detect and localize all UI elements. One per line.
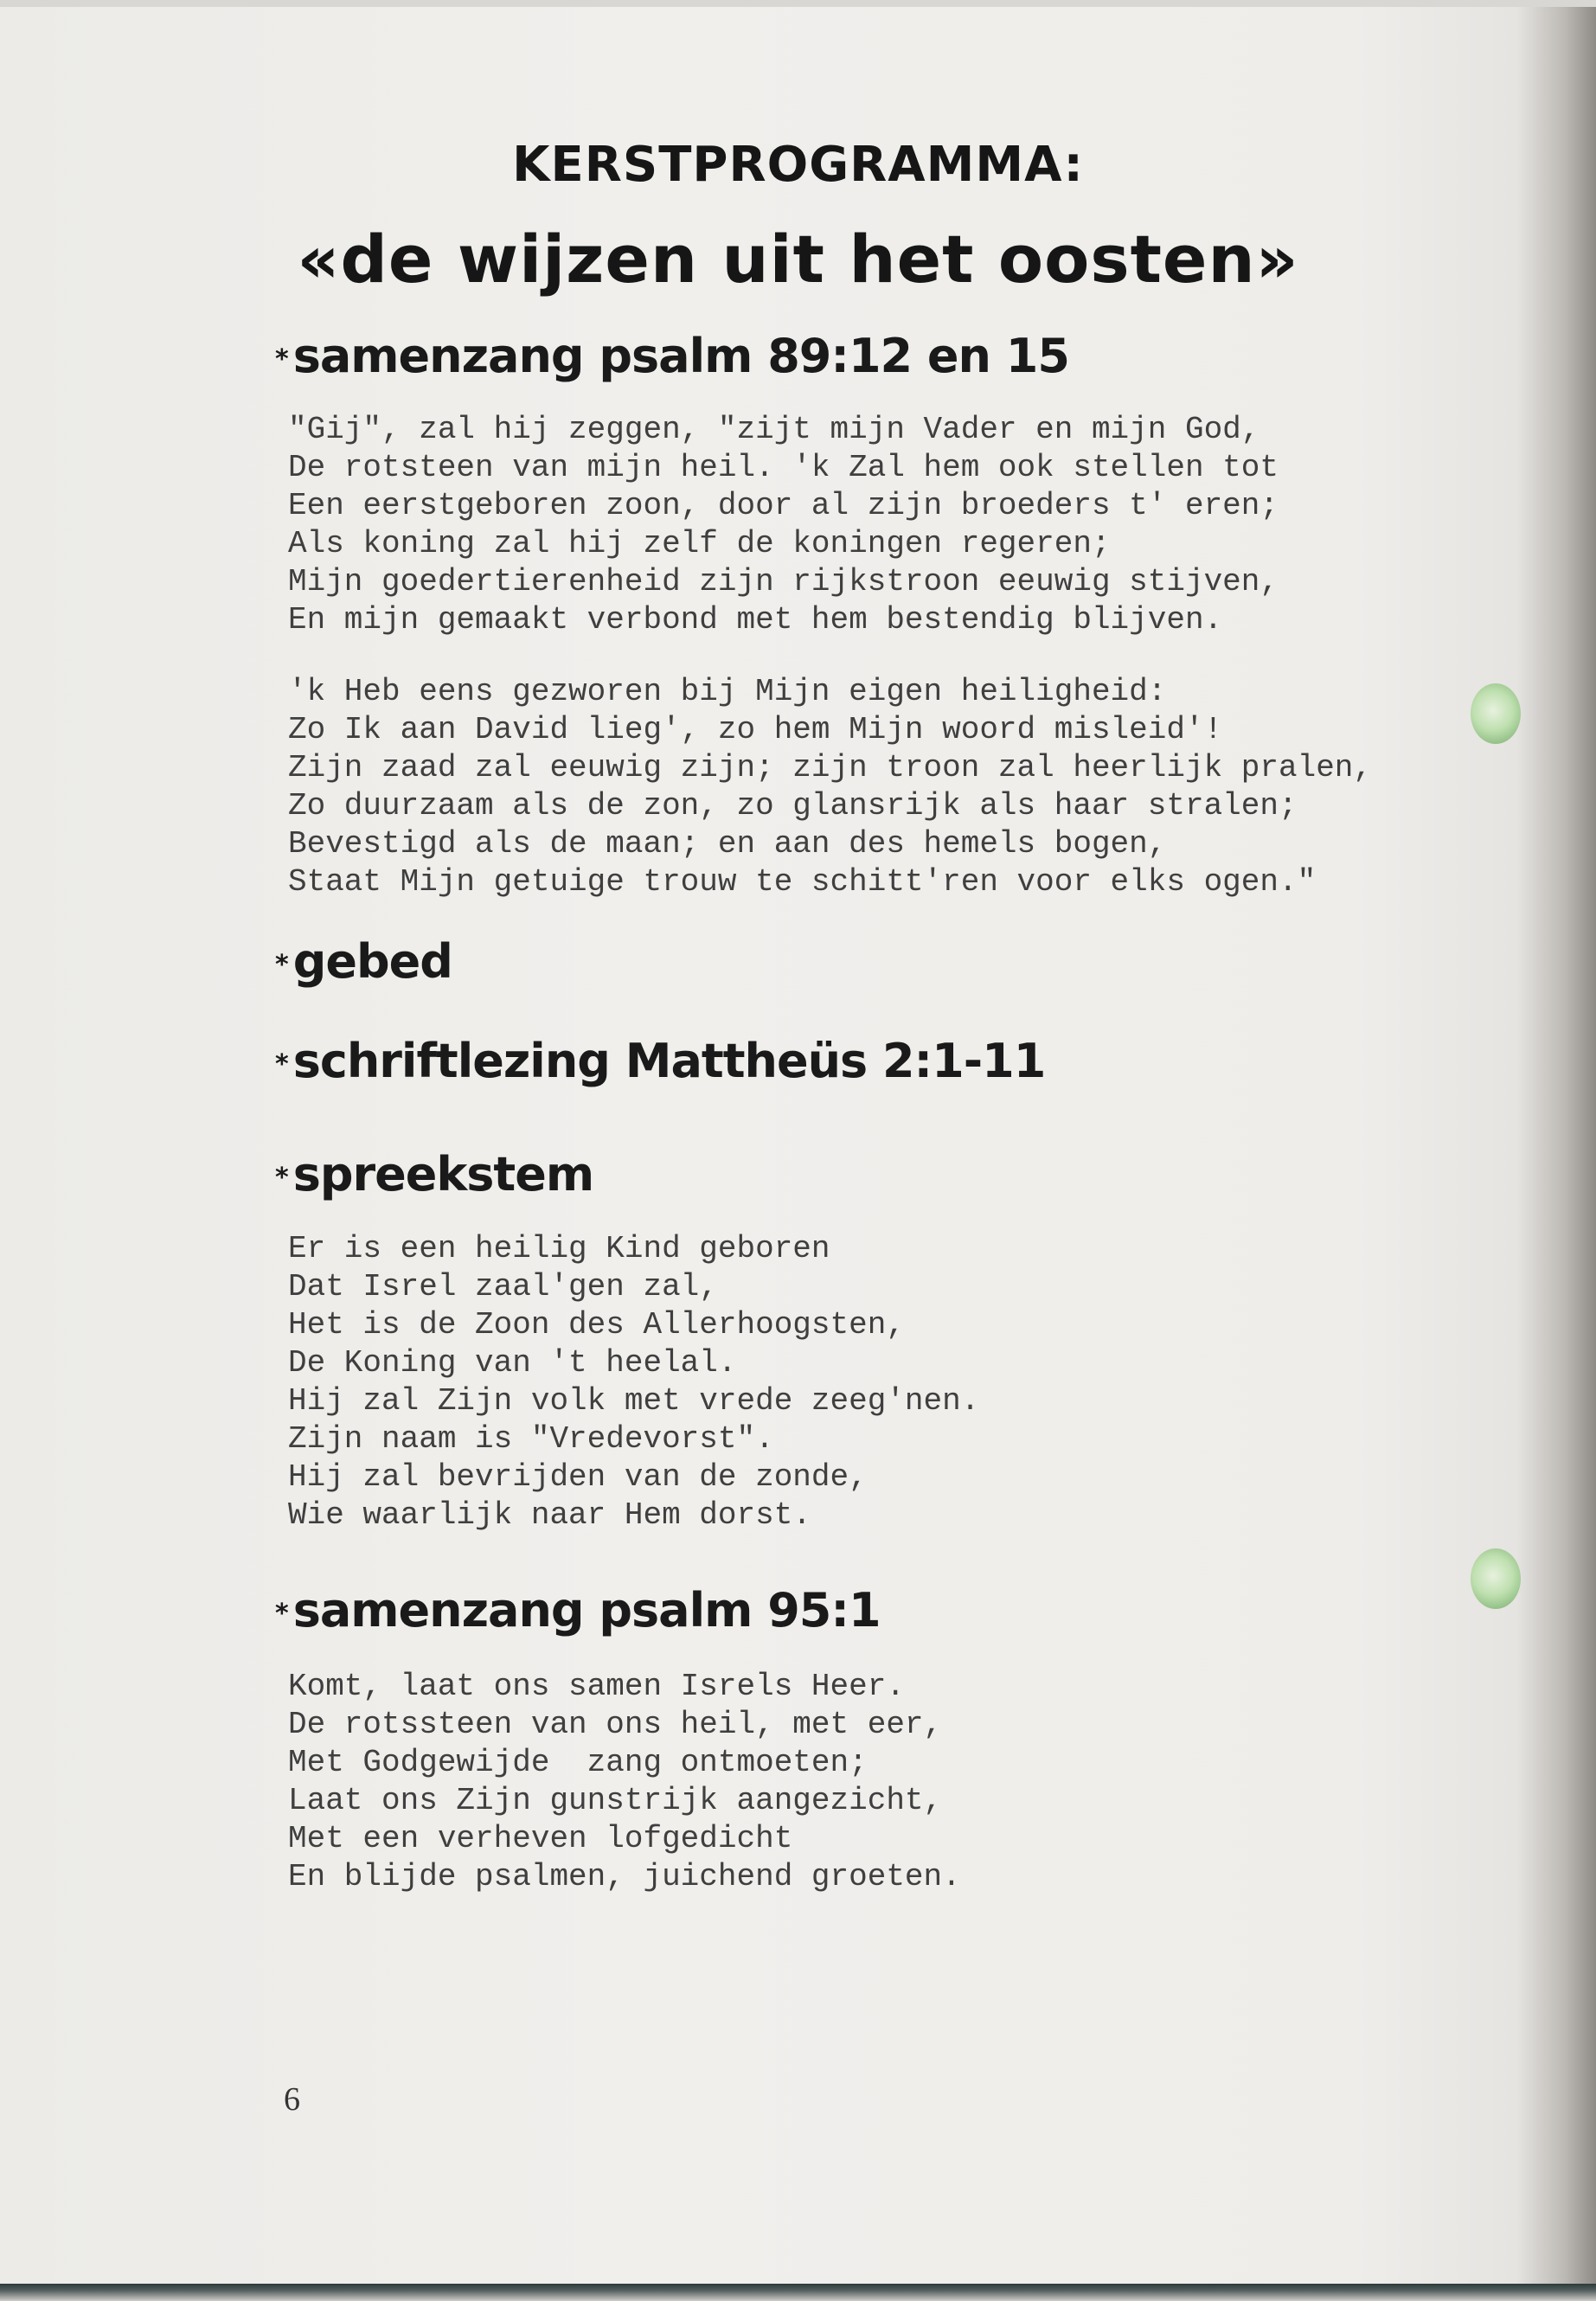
verse-line: "Gij", zal hij zeggen, "zijt mijn Vader en mijn God, [288,412,1260,447]
verse-line: Met een verheven lofgedicht [288,1821,793,1856]
stanza [288,1230,979,1535]
page-bottom-edge [0,2284,1596,2301]
punch-hole [1471,1548,1521,1609]
verse-line: Hij zal Zijn volk met vrede zeeg'nen. [288,1383,980,1419]
verse-line: De Koning van 't heelal. [288,1345,737,1381]
verse-line: 'k Heb eens gezworen bij Mijn eigen heiligheid: [288,674,1167,709]
verse-line: En mijn gemaakt verbond met hem bestendig blijven. [288,602,1223,638]
verse-line: Staat Mijn getuige trouw te schitt'ren voor elks ogen." [288,864,1317,900]
verse-line: Mijn goedertierenheid zijn rijkstroon eeuwig stijven, [288,564,1279,599]
heading-samenzang-psalm-89 [275,329,1069,383]
heading-spreekstem [275,1147,593,1202]
heading-text: samenzang psalm 95:1 [292,1583,881,1638]
verse-line: En blijde psalmen, juichend groeten. [288,1859,961,1894]
bullet: * [275,1048,288,1080]
verse-line: Een eerstgeboren zoon, door al zijn broeders t' eren; [288,488,1279,523]
verse-line: Komt, laat ons samen Isrels Heer. [288,1669,905,1704]
verse-line: De rotssteen van ons heil, met eer, [288,1707,943,1742]
verse-line: Met Godgewijde zang ontmoeten; [288,1745,868,1780]
heading-gebed [275,934,452,989]
verse-line: Zo duurzaam als de zon, zo glansrijk als haar stralen; [288,788,1298,824]
bullet: * [275,1162,288,1193]
verse-line: Als koning zal hij zelf de koningen regeren; [288,526,1111,561]
punch-hole [1471,683,1521,744]
page-top-edge [0,0,1596,7]
bullet: * [275,1598,288,1629]
verse-line: Zijn zaad zal eeuwig zijn; zijn troon zal heerlijk pralen, [288,750,1373,785]
page-number: 6 [284,2081,300,2118]
document-subtitle: «de wijzen uit het oosten» [297,221,1299,298]
verse-line: Het is de Zoon des Allerhoogsten, [288,1307,905,1343]
heading-text: schriftlezing Mattheüs 2:1-11 [292,1034,1046,1088]
verse-line: Dat Isrel zaal'gen zal, [288,1269,718,1304]
bullet: * [275,949,288,980]
verse-line: De rotsteen van mijn heil. 'k Zal hem ook stellen tot [288,450,1279,485]
heading-text: samenzang psalm 89:12 en 15 [292,329,1069,383]
verse-line: Zo Ik aan David lieg', zo hem Mijn woord misleid'! [288,712,1223,747]
document-title: KERSTPROGRAMMA: [512,137,1084,193]
stanza [288,411,1279,639]
verse-line: Wie waarlijk naar Hem dorst. [288,1497,811,1533]
verse-line: Zijn naam is "Vredevorst". [288,1421,774,1457]
verse-line: Bevestigd als de maan; en aan des hemels bogen, [288,826,1167,862]
heading-samenzang-psalm-95 [275,1583,881,1638]
heading-text: spreekstem [292,1147,594,1202]
verse-line: Er is een heilig Kind geboren [288,1231,830,1266]
stanza [288,1668,961,1896]
verse-line: Laat ons Zijn gunstrijk aangezicht, [288,1783,943,1818]
verse-line: Hij zal bevrijden van de zonde, [288,1459,868,1495]
stanza [288,673,1372,901]
bullet: * [275,343,288,375]
heading-schriftlezing [275,1034,1045,1088]
heading-text: gebed [292,934,452,989]
